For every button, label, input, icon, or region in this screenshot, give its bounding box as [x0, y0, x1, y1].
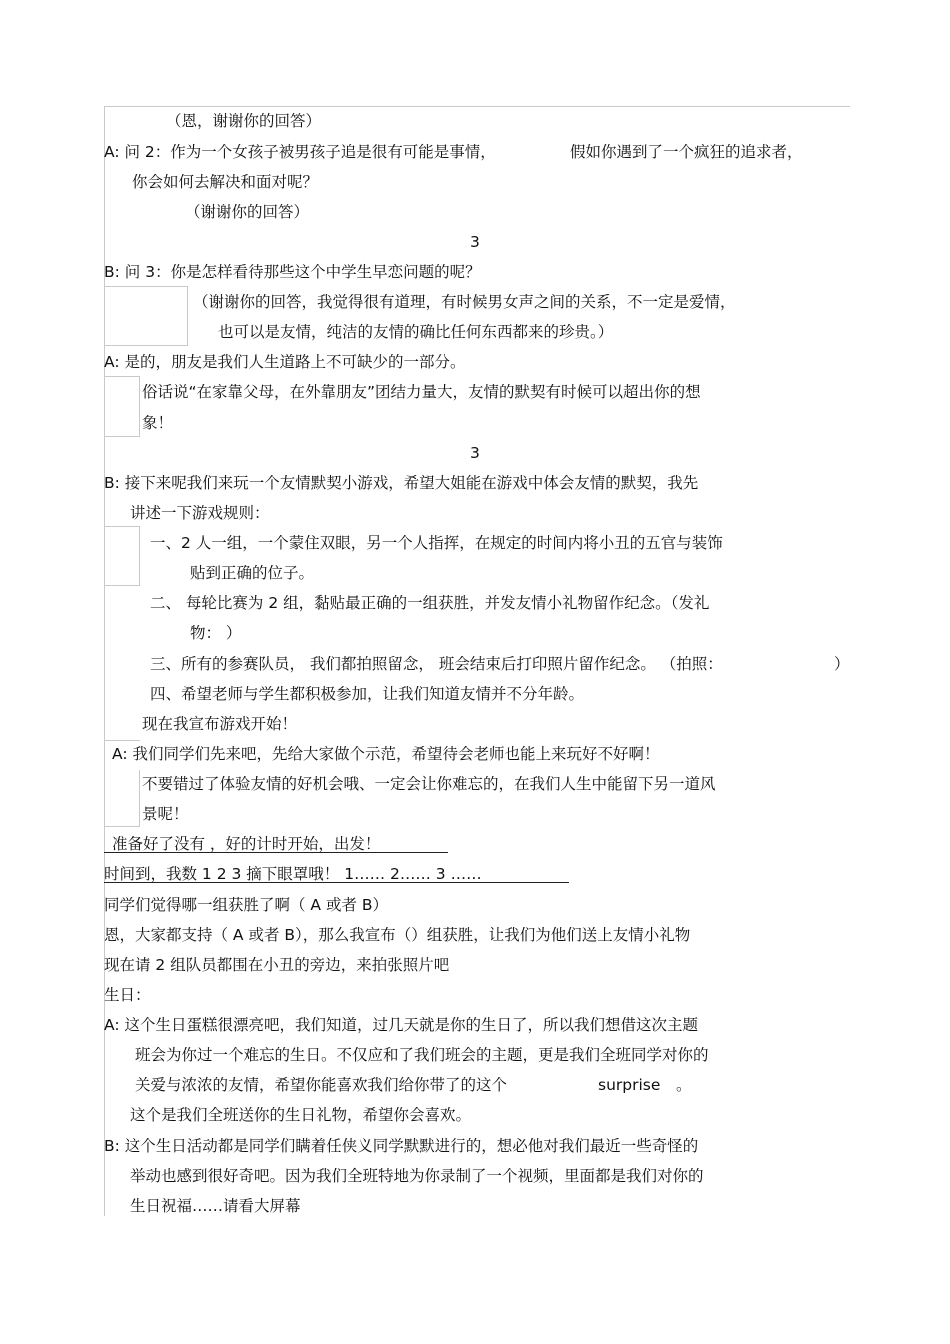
- box-rule-3-bottom: [104, 585, 140, 586]
- text-line: A: 这个生日蛋糕很漂亮吧，我们知道，过几天就是你的生日了，所以我们想借这次主题: [104, 1016, 698, 1034]
- text-line: （谢谢你的回答）: [185, 203, 310, 221]
- text-line: 四、希望老师与学生都积极参加，让我们知道友情并不分年龄。: [150, 685, 585, 703]
- text-line: 同学们觉得哪一组获胜了啊（ A 或者 B）: [104, 896, 389, 914]
- text-line: 恩，大家都支持（ A 或者 B），那么我宣布（）组获胜，让我们为他们送上友情小礼物: [104, 926, 691, 944]
- text-line: 三、所有的参赛队员， 我们都拍照留念， 班会结束后打印照片留作纪念。 （拍照：: [150, 655, 723, 673]
- text-line: 时间到，我数 1 2 3 摘下眼罩哦！ 1…… 2…… 3 ……: [104, 865, 482, 883]
- box-rule-2-top: [104, 376, 140, 377]
- text-line: 也可以是友情，纯洁的友情的确比任何东西都来的珍贵。）: [218, 323, 614, 341]
- text-line: 贴到正确的位子。: [190, 564, 315, 582]
- box-rule-3-right: [139, 526, 140, 586]
- text-line: 讲述一下游戏规则：: [130, 504, 270, 522]
- text-line: 关爱与浓浓的友情，希望你能喜欢我们给你带了的这个: [135, 1076, 508, 1094]
- box-rule-4-top: [104, 740, 140, 741]
- box-rule-3-top: [104, 526, 140, 527]
- text-line: （谢谢你的回答，我觉得很有道理，有时候男女声之间的关系，不一定是爱情，: [193, 293, 736, 311]
- text-line: A: 是的，朋友是我们人生道路上不可缺少的一部分。: [104, 353, 466, 371]
- text-line: A: 问 2：作为一个女孩子被男孩子追是很有可能是事情，: [104, 143, 496, 161]
- box-rule-1-top: [104, 286, 188, 287]
- text-line: 。: [676, 1076, 692, 1094]
- box-rule-2-right: [139, 376, 140, 436]
- text-line: B: 问 3：你是怎样看待那些这个中学生早恋问题的呢？: [104, 263, 481, 281]
- text-line: 一、2 人一组，一个蒙住双眼，另一个人指挥，在规定的时间内将小丑的五官与装饰: [150, 534, 723, 552]
- text-line: 生日祝福……请看大屏幕: [130, 1197, 301, 1215]
- text-line: 现在请 2 组队员都围在小丑的旁边，来拍张照片吧: [104, 956, 450, 974]
- text-line: 举动也感到很好奇吧。因为我们全班特地为你录制了一个视频，里面都是我们对你的: [130, 1167, 704, 1185]
- text-line: 假如你遇到了一个疯狂的追求者，: [570, 143, 803, 161]
- text-line: surprise: [598, 1076, 661, 1094]
- text-line: 二、 每轮比赛为 2 组，黏贴最正确的一组获胜，并发友情小礼物留作纪念。（发礼: [150, 594, 710, 612]
- page-number: 3: [470, 444, 480, 462]
- page-number: 3: [470, 233, 480, 251]
- box-rule-1-right: [187, 286, 188, 346]
- box-rule-4-bottom: [104, 826, 140, 827]
- box-rule-2-bottom: [104, 436, 140, 437]
- text-line: 现在我宣布游戏开始！: [142, 715, 298, 733]
- text-line: 班会为你过一个难忘的生日。不仅应和了我们班会的主题，更是我们全班同学对你的: [135, 1046, 709, 1064]
- text-line: 物： ）: [190, 624, 242, 642]
- text-line: ）: [834, 655, 850, 673]
- text-line: （恩，谢谢你的回答）: [166, 112, 322, 130]
- text-line: B: 接下来呢我们来玩一个友情默契小游戏，希望大姐能在游戏中体会友情的默契，我先: [104, 474, 699, 492]
- text-line: 景呢！: [142, 805, 189, 823]
- text-line: 你会如何去解决和面对呢？: [132, 173, 319, 191]
- box-rule-4-right: [139, 770, 140, 826]
- box-rule-1-bottom: [104, 345, 188, 346]
- text-line: 这个是我们全班送你的生日礼物，希望你会喜欢。: [130, 1106, 472, 1124]
- top-rule: [104, 106, 850, 107]
- text-line: 俗话说“在家靠父母，在外靠朋友”团结力量大，友情的默契有时候可以超出你的想: [142, 383, 701, 401]
- text-line: 准备好了没有 ，好的计时开始，出发！: [112, 835, 381, 853]
- text-line: 生日：: [104, 986, 151, 1004]
- text-line: 象！: [142, 414, 174, 432]
- text-line: A: 我们同学们先来吧，先给大家做个示范，希望待会老师也能上来玩好不好啊！: [112, 745, 660, 763]
- text-line: B: 这个生日活动都是同学们瞒着任侠义同学默默进行的，想必他对我们最近一些奇怪的: [104, 1137, 699, 1155]
- text-line: 不要错过了体验友情的好机会哦、一定会让你难忘的，在我们人生中能留下另一道风: [142, 775, 716, 793]
